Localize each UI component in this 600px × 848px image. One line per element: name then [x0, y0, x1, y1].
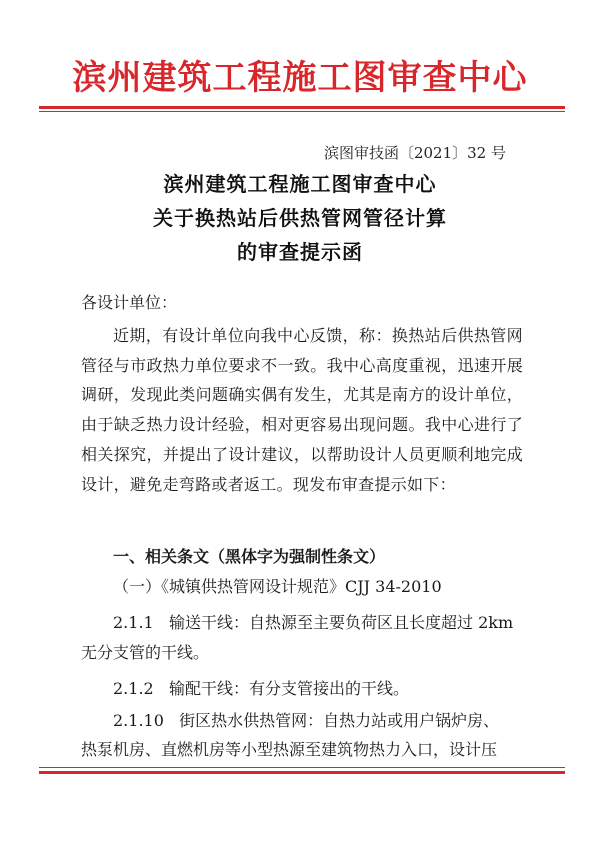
- subsection-heading: （一）《城镇供热管网设计规范》CJJ 34-2010: [113, 577, 442, 596]
- clause-text: 街区热水供热管网：自热力站或用户锅炉房、: [179, 711, 500, 730]
- intro-paragraph: 近期，有设计单位向我中心反馈，称：换热站后供热管网管径与市政热力单位要求不一致。我中心高度重视，迅速开展调研，发现此类问题确实偶有发生，尤其是南方的设计单位，由于缺乏热力设计经验，相对更容易出现问题。我中心进行了相关探究，并提出了设计建议，以帮助设计人员更顺利地完成设计，避免走弯路或者返工。现发布审查提示如下：: [81, 326, 523, 494]
- clause-2-1-1: [113, 610, 513, 633]
- clause-2-1-10-continuation: 热泵机房、直燃机房等小型热源至建筑物热力入口，设计压: [81, 740, 498, 759]
- clause-number: 2.1.10: [113, 711, 164, 730]
- clause-2-1-1-continuation: 无分支管的干线。: [81, 643, 210, 662]
- clause-2-1-2: [113, 676, 409, 699]
- clause-number: 2.1.1: [113, 613, 154, 632]
- clause-2-1-10: [113, 708, 499, 731]
- clause-number: 2.1.2: [113, 679, 154, 698]
- document-title-line-2: 关于换热站后供热管网管径计算: [153, 206, 447, 230]
- footer-rule-thick: [39, 771, 565, 774]
- letterhead-rule-thin: [39, 111, 565, 112]
- document-number: 滨图审技函〔2021〕32 号: [323, 144, 506, 162]
- footer-rule-thin: [39, 767, 565, 768]
- document-title-line-1: 滨州建筑工程施工图审查中心: [163, 172, 437, 196]
- clause-text: 输送干线：自热源至主要负荷区且长度超过 2km: [168, 613, 514, 632]
- clause-text: 输配干线：有分支管接出的干线。: [168, 679, 409, 698]
- letterhead-rule-thick: [39, 106, 565, 109]
- salutation: 各设计单位：: [81, 293, 178, 312]
- section-heading: 一、相关条文（黑体字为强制性条文）: [113, 547, 386, 566]
- letterhead-title: 滨州建筑工程施工图审查中心: [72, 58, 528, 98]
- document-title-line-3: 的审查提示函: [237, 240, 363, 264]
